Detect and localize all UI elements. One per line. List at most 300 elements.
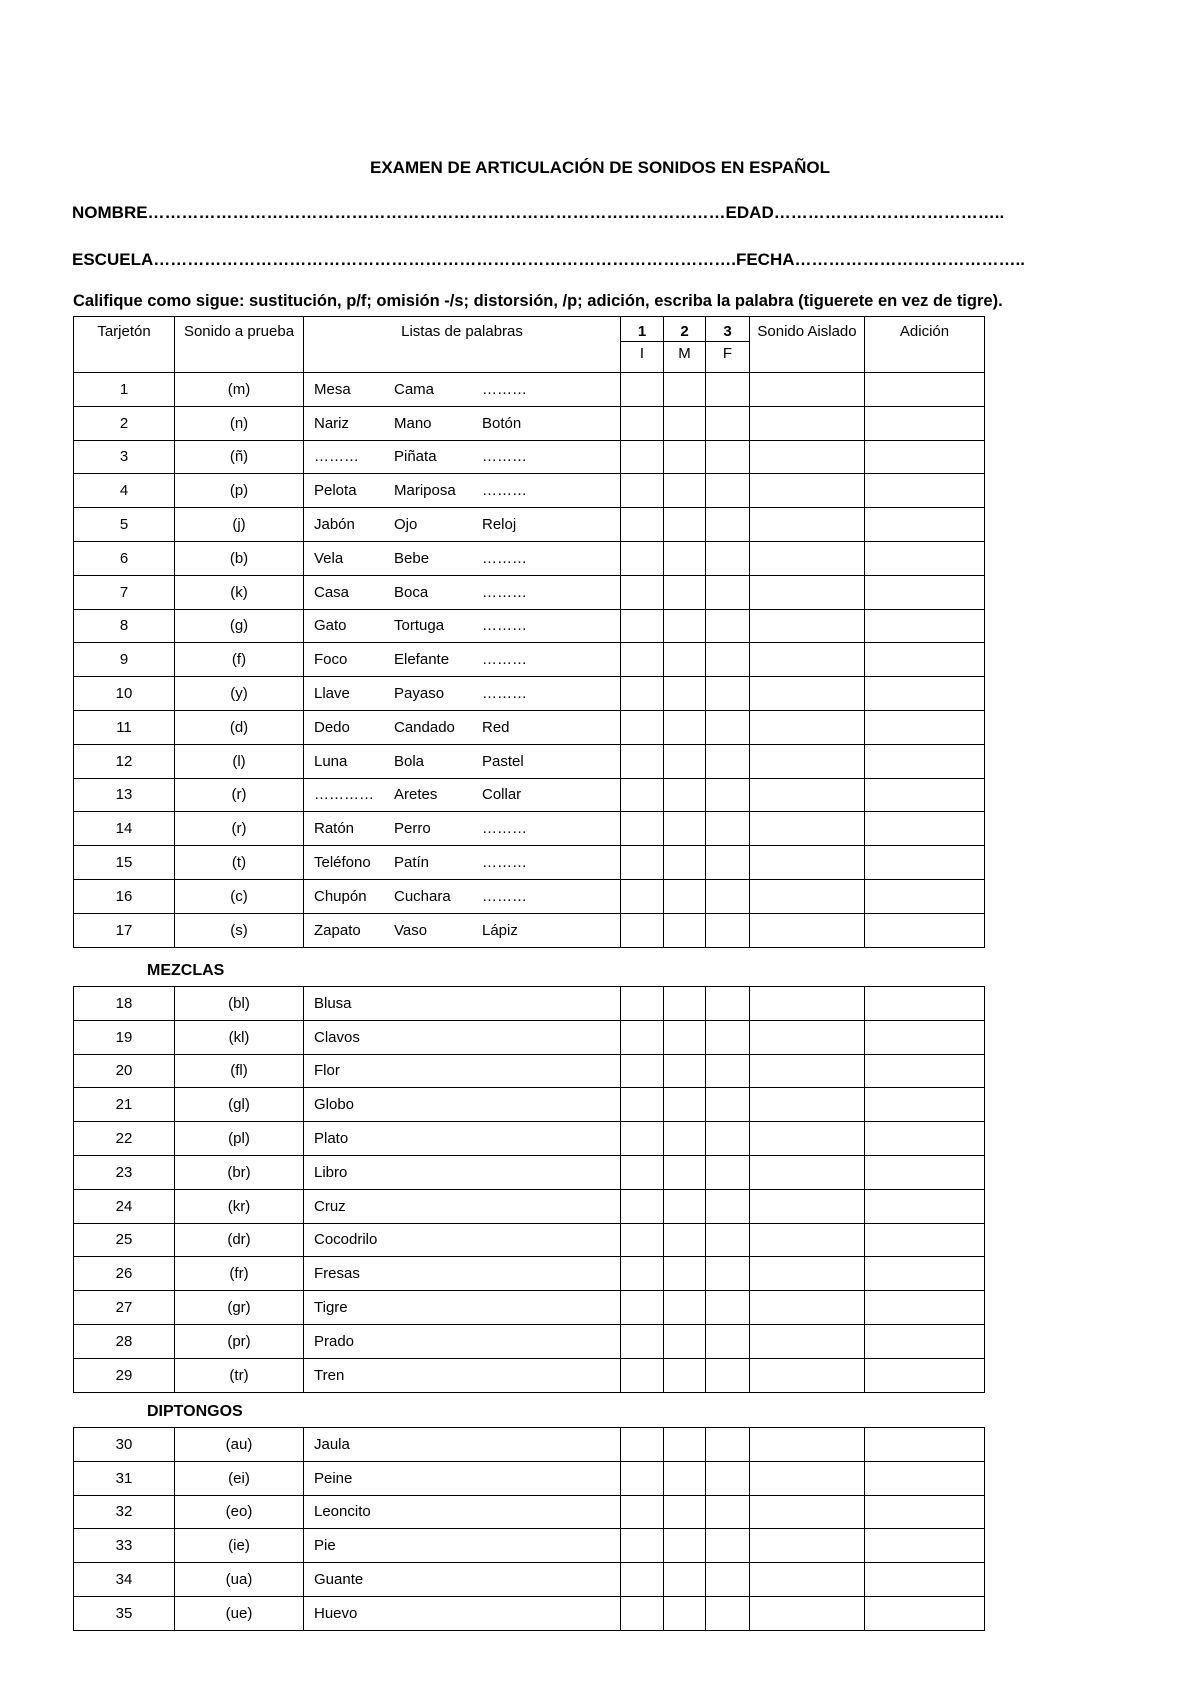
score-medial-cell[interactable] bbox=[664, 1054, 706, 1088]
word-list-cell: Cocodrilo bbox=[304, 1223, 621, 1257]
isolated-sound-cell[interactable] bbox=[750, 609, 865, 643]
word-list-cell: Jaula bbox=[304, 1428, 621, 1462]
score-final-cell[interactable] bbox=[706, 812, 750, 846]
score-initial-cell[interactable] bbox=[621, 1563, 664, 1597]
word-list-cell: Globo bbox=[304, 1088, 621, 1122]
score-medial-cell[interactable] bbox=[664, 1291, 706, 1325]
word-item: ……… bbox=[314, 448, 359, 466]
card-number: 23 bbox=[74, 1155, 175, 1189]
header-sonido: Sonido a prueba bbox=[175, 317, 304, 373]
card-number: 35 bbox=[74, 1596, 175, 1630]
isolated-sound-cell[interactable] bbox=[750, 846, 865, 880]
word-item: Jabón bbox=[314, 516, 355, 534]
word-item: ……… bbox=[482, 583, 527, 601]
isolated-sound-cell[interactable] bbox=[750, 1223, 865, 1257]
table-row bbox=[74, 541, 985, 575]
isolated-sound-cell[interactable] bbox=[750, 373, 865, 407]
score-final-cell[interactable] bbox=[706, 1358, 750, 1392]
score-medial-cell[interactable] bbox=[664, 1596, 706, 1630]
addition-cell[interactable] bbox=[865, 1529, 985, 1563]
score-initial-cell[interactable] bbox=[621, 1495, 664, 1529]
addition-cell[interactable] bbox=[865, 1495, 985, 1529]
score-medial-cell[interactable] bbox=[664, 1088, 706, 1122]
sound-cell: (p) bbox=[175, 474, 304, 508]
score-initial-cell[interactable] bbox=[621, 1122, 664, 1156]
addition-cell[interactable] bbox=[865, 1257, 985, 1291]
word-item: Vaso bbox=[394, 921, 428, 939]
sound-cell: (ñ) bbox=[175, 440, 304, 474]
score-medial-cell[interactable] bbox=[664, 609, 706, 643]
score-initial-cell[interactable] bbox=[621, 643, 664, 677]
score-medial-cell[interactable] bbox=[664, 1155, 706, 1189]
sound-cell: (f) bbox=[175, 643, 304, 677]
score-initial-cell[interactable] bbox=[621, 575, 664, 609]
score-medial-cell[interactable] bbox=[664, 1257, 706, 1291]
word-list-cell bbox=[304, 440, 621, 474]
word-item: Llave bbox=[314, 685, 350, 703]
sound-cell: (pl) bbox=[175, 1122, 304, 1156]
sound-cell: (bl) bbox=[175, 987, 304, 1021]
isolated-sound-cell[interactable] bbox=[750, 541, 865, 575]
score-medial-cell[interactable] bbox=[664, 1324, 706, 1358]
card-number: 10 bbox=[74, 677, 175, 711]
score-medial-cell[interactable] bbox=[664, 1020, 706, 1054]
isolated-sound-cell[interactable] bbox=[750, 1020, 865, 1054]
header-sub-f: F bbox=[706, 342, 750, 373]
sound-cell: (kl) bbox=[175, 1020, 304, 1054]
addition-cell[interactable] bbox=[865, 541, 985, 575]
word-list-cell: Pie bbox=[304, 1529, 621, 1563]
score-medial-cell[interactable] bbox=[664, 1495, 706, 1529]
card-number: 18 bbox=[74, 987, 175, 1021]
addition-cell[interactable] bbox=[865, 1189, 985, 1223]
table-row bbox=[74, 1529, 985, 1563]
word-item: Piñata bbox=[394, 448, 437, 466]
word-item: Ojo bbox=[394, 516, 418, 534]
table-row bbox=[74, 1428, 985, 1462]
word-list-cell: Cruz bbox=[304, 1189, 621, 1223]
sound-cell: (r) bbox=[175, 812, 304, 846]
word-list-cell bbox=[304, 575, 621, 609]
main-sounds-table bbox=[73, 316, 985, 948]
word-item: ……… bbox=[482, 617, 527, 635]
score-initial-cell[interactable] bbox=[621, 744, 664, 778]
sound-cell: (m) bbox=[175, 373, 304, 407]
word-list-cell: Guante bbox=[304, 1563, 621, 1597]
score-medial-cell[interactable] bbox=[664, 987, 706, 1021]
word-list-cell: Tren bbox=[304, 1358, 621, 1392]
word-list-cell: Fresas bbox=[304, 1257, 621, 1291]
word-item: ……… bbox=[482, 448, 527, 466]
header-tarjeton: Tarjetón bbox=[74, 317, 175, 373]
score-medial-cell[interactable] bbox=[664, 744, 706, 778]
sound-cell: (fl) bbox=[175, 1054, 304, 1088]
addition-cell[interactable] bbox=[865, 987, 985, 1021]
table-row bbox=[74, 778, 985, 812]
isolated-sound-cell[interactable] bbox=[750, 643, 865, 677]
word-list-cell bbox=[304, 846, 621, 880]
table-row bbox=[74, 1358, 985, 1392]
card-number: 6 bbox=[74, 541, 175, 575]
sound-cell: (ei) bbox=[175, 1461, 304, 1495]
word-item: Elefante bbox=[394, 651, 450, 669]
table-row bbox=[74, 1054, 985, 1088]
word-item: Foco bbox=[314, 651, 348, 669]
score-final-cell[interactable] bbox=[706, 1223, 750, 1257]
score-final-cell[interactable] bbox=[706, 987, 750, 1021]
isolated-sound-cell[interactable] bbox=[750, 1155, 865, 1189]
card-number: 3 bbox=[74, 440, 175, 474]
addition-cell[interactable] bbox=[865, 508, 985, 542]
isolated-sound-cell[interactable] bbox=[750, 812, 865, 846]
sound-cell: (ie) bbox=[175, 1529, 304, 1563]
word-item: Chupón bbox=[314, 887, 367, 905]
isolated-sound-cell[interactable] bbox=[750, 575, 865, 609]
score-medial-cell[interactable] bbox=[664, 643, 706, 677]
sound-cell: (r) bbox=[175, 778, 304, 812]
score-final-cell[interactable] bbox=[706, 1324, 750, 1358]
header-row bbox=[74, 317, 985, 342]
word-item: Candado bbox=[394, 718, 455, 736]
score-final-cell[interactable] bbox=[706, 508, 750, 542]
card-number: 1 bbox=[74, 373, 175, 407]
isolated-sound-cell[interactable] bbox=[750, 1088, 865, 1122]
addition-cell[interactable] bbox=[865, 879, 985, 913]
word-list-cell bbox=[304, 744, 621, 778]
score-final-cell[interactable] bbox=[706, 1563, 750, 1597]
word-item: ……… bbox=[482, 685, 527, 703]
score-initial-cell[interactable] bbox=[621, 609, 664, 643]
score-initial-cell[interactable] bbox=[621, 778, 664, 812]
score-medial-cell[interactable] bbox=[664, 879, 706, 913]
score-final-cell[interactable] bbox=[706, 710, 750, 744]
table-row bbox=[74, 1291, 985, 1325]
isolated-sound-cell[interactable] bbox=[750, 1324, 865, 1358]
card-number: 7 bbox=[74, 575, 175, 609]
header-aislado: Sonido Aislado bbox=[750, 317, 865, 373]
card-number: 30 bbox=[74, 1428, 175, 1462]
header-listas: Listas de palabras bbox=[304, 317, 621, 373]
word-item: Cama bbox=[394, 380, 435, 398]
score-final-cell[interactable] bbox=[706, 541, 750, 575]
addition-cell[interactable] bbox=[865, 846, 985, 880]
score-initial-cell[interactable] bbox=[621, 440, 664, 474]
score-initial-cell[interactable] bbox=[621, 541, 664, 575]
word-item: ……… bbox=[482, 854, 527, 872]
score-initial-cell[interactable] bbox=[621, 1596, 664, 1630]
isolated-sound-cell[interactable] bbox=[750, 1461, 865, 1495]
word-list-cell: Huevo bbox=[304, 1596, 621, 1630]
score-medial-cell[interactable] bbox=[664, 846, 706, 880]
table-row bbox=[74, 1155, 985, 1189]
sound-cell: (s) bbox=[175, 913, 304, 947]
nombre-edad-field[interactable]: NOMBRE…………………………………………………………………………………………EDAD………………………………….. bbox=[72, 203, 1005, 222]
table-row bbox=[74, 1257, 985, 1291]
isolated-sound-cell[interactable] bbox=[750, 710, 865, 744]
sound-cell: (eo) bbox=[175, 1495, 304, 1529]
score-initial-cell[interactable] bbox=[621, 508, 664, 542]
score-final-cell[interactable] bbox=[706, 1596, 750, 1630]
score-initial-cell[interactable] bbox=[621, 812, 664, 846]
score-medial-cell[interactable] bbox=[664, 913, 706, 947]
table-row bbox=[74, 406, 985, 440]
sound-cell: (dr) bbox=[175, 1223, 304, 1257]
score-medial-cell[interactable] bbox=[664, 1189, 706, 1223]
score-medial-cell[interactable] bbox=[664, 508, 706, 542]
score-final-cell[interactable] bbox=[706, 440, 750, 474]
score-final-cell[interactable] bbox=[706, 1054, 750, 1088]
addition-cell[interactable] bbox=[865, 1155, 985, 1189]
score-medial-cell[interactable] bbox=[664, 1223, 706, 1257]
score-initial-cell[interactable] bbox=[621, 1020, 664, 1054]
score-initial-cell[interactable] bbox=[621, 1428, 664, 1462]
addition-cell[interactable] bbox=[865, 373, 985, 407]
isolated-sound-cell[interactable] bbox=[750, 474, 865, 508]
isolated-sound-cell[interactable] bbox=[750, 913, 865, 947]
addition-cell[interactable] bbox=[865, 744, 985, 778]
table-row bbox=[74, 1020, 985, 1054]
word-list-cell bbox=[304, 710, 621, 744]
score-initial-cell[interactable] bbox=[621, 1324, 664, 1358]
isolated-sound-cell[interactable] bbox=[750, 1596, 865, 1630]
card-number: 22 bbox=[74, 1122, 175, 1156]
score-initial-cell[interactable] bbox=[621, 846, 664, 880]
addition-cell[interactable] bbox=[865, 1324, 985, 1358]
word-list-cell bbox=[304, 541, 621, 575]
table-row bbox=[74, 1088, 985, 1122]
isolated-sound-cell[interactable] bbox=[750, 1428, 865, 1462]
word-list-cell bbox=[304, 643, 621, 677]
table-row bbox=[74, 1223, 985, 1257]
addition-cell[interactable] bbox=[865, 1223, 985, 1257]
addition-cell[interactable] bbox=[865, 1122, 985, 1156]
addition-cell[interactable] bbox=[865, 643, 985, 677]
word-list-cell: Plato bbox=[304, 1122, 621, 1156]
score-medial-cell[interactable] bbox=[664, 1529, 706, 1563]
score-initial-cell[interactable] bbox=[621, 1461, 664, 1495]
isolated-sound-cell[interactable] bbox=[750, 744, 865, 778]
score-initial-cell[interactable] bbox=[621, 987, 664, 1021]
score-final-cell[interactable] bbox=[706, 1122, 750, 1156]
score-final-cell[interactable] bbox=[706, 643, 750, 677]
addition-cell[interactable] bbox=[865, 1088, 985, 1122]
addition-cell[interactable] bbox=[865, 1428, 985, 1462]
isolated-sound-cell[interactable] bbox=[750, 1054, 865, 1088]
isolated-sound-cell[interactable] bbox=[750, 987, 865, 1021]
addition-cell[interactable] bbox=[865, 575, 985, 609]
score-final-cell[interactable] bbox=[706, 575, 750, 609]
addition-cell[interactable] bbox=[865, 812, 985, 846]
word-list-cell: Prado bbox=[304, 1324, 621, 1358]
score-final-cell[interactable] bbox=[706, 879, 750, 913]
score-final-cell[interactable] bbox=[706, 373, 750, 407]
score-initial-cell[interactable] bbox=[621, 406, 664, 440]
addition-cell[interactable] bbox=[865, 913, 985, 947]
score-medial-cell[interactable] bbox=[664, 575, 706, 609]
score-final-cell[interactable] bbox=[706, 1257, 750, 1291]
table-row bbox=[74, 643, 985, 677]
score-final-cell[interactable] bbox=[706, 474, 750, 508]
word-item: Ratón bbox=[314, 820, 355, 838]
score-final-cell[interactable] bbox=[706, 913, 750, 947]
score-final-cell[interactable] bbox=[706, 1461, 750, 1495]
sound-cell: (k) bbox=[175, 575, 304, 609]
isolated-sound-cell[interactable] bbox=[750, 406, 865, 440]
isolated-sound-cell[interactable] bbox=[750, 1291, 865, 1325]
score-final-cell[interactable] bbox=[706, 1020, 750, 1054]
sound-cell: (ua) bbox=[175, 1563, 304, 1597]
score-final-cell[interactable] bbox=[706, 846, 750, 880]
score-initial-cell[interactable] bbox=[621, 373, 664, 407]
header-sub-i: I bbox=[621, 342, 664, 373]
word-item: Luna bbox=[314, 752, 348, 770]
sound-cell: (g) bbox=[175, 609, 304, 643]
score-medial-cell[interactable] bbox=[664, 373, 706, 407]
score-medial-cell[interactable] bbox=[664, 474, 706, 508]
sound-cell: (gl) bbox=[175, 1088, 304, 1122]
score-initial-cell[interactable] bbox=[621, 1054, 664, 1088]
card-number: 21 bbox=[74, 1088, 175, 1122]
table-row bbox=[74, 1495, 985, 1529]
addition-cell[interactable] bbox=[865, 677, 985, 711]
score-initial-cell[interactable] bbox=[621, 1358, 664, 1392]
score-final-cell[interactable] bbox=[706, 1428, 750, 1462]
score-initial-cell[interactable] bbox=[621, 474, 664, 508]
addition-cell[interactable] bbox=[865, 406, 985, 440]
isolated-sound-cell[interactable] bbox=[750, 879, 865, 913]
score-final-cell[interactable] bbox=[706, 1189, 750, 1223]
score-initial-cell[interactable] bbox=[621, 1223, 664, 1257]
score-initial-cell[interactable] bbox=[621, 879, 664, 913]
score-final-cell[interactable] bbox=[706, 1529, 750, 1563]
word-item: Mariposa bbox=[394, 482, 456, 500]
word-item: Bebe bbox=[394, 549, 430, 567]
score-final-cell[interactable] bbox=[706, 677, 750, 711]
score-medial-cell[interactable] bbox=[664, 1563, 706, 1597]
score-initial-cell[interactable] bbox=[621, 1291, 664, 1325]
score-medial-cell[interactable] bbox=[664, 812, 706, 846]
score-final-cell[interactable] bbox=[706, 1088, 750, 1122]
word-list-cell: Flor bbox=[304, 1054, 621, 1088]
score-final-cell[interactable] bbox=[706, 778, 750, 812]
addition-cell[interactable] bbox=[865, 778, 985, 812]
word-item: Zapato bbox=[314, 921, 361, 939]
score-final-cell[interactable] bbox=[706, 609, 750, 643]
word-item: Mano bbox=[394, 414, 432, 432]
addition-cell[interactable] bbox=[865, 1020, 985, 1054]
score-medial-cell[interactable] bbox=[664, 710, 706, 744]
word-item: Cuchara bbox=[394, 887, 451, 905]
word-item: Perro bbox=[394, 820, 431, 838]
word-list-cell bbox=[304, 677, 621, 711]
addition-cell[interactable] bbox=[865, 710, 985, 744]
header-adicion: Adición bbox=[865, 317, 985, 373]
sound-cell: (n) bbox=[175, 406, 304, 440]
addition-cell[interactable] bbox=[865, 1358, 985, 1392]
word-item: Lápiz bbox=[482, 921, 518, 939]
addition-cell[interactable] bbox=[865, 474, 985, 508]
addition-cell[interactable] bbox=[865, 1291, 985, 1325]
sound-cell: (y) bbox=[175, 677, 304, 711]
table-row bbox=[74, 1189, 985, 1223]
word-list-cell bbox=[304, 474, 621, 508]
score-medial-cell[interactable] bbox=[664, 1461, 706, 1495]
score-medial-cell[interactable] bbox=[664, 677, 706, 711]
score-final-cell[interactable] bbox=[706, 1495, 750, 1529]
escuela-fecha-field[interactable]: ESCUELA………………………………………………………………………………………….FECHA………………………………….. bbox=[72, 250, 1025, 269]
score-medial-cell[interactable] bbox=[664, 1122, 706, 1156]
score-initial-cell[interactable] bbox=[621, 677, 664, 711]
word-item: Collar bbox=[482, 786, 522, 804]
table-row bbox=[74, 1324, 985, 1358]
score-medial-cell[interactable] bbox=[664, 778, 706, 812]
score-initial-cell[interactable] bbox=[621, 1257, 664, 1291]
card-number: 17 bbox=[74, 913, 175, 947]
score-final-cell[interactable] bbox=[706, 1291, 750, 1325]
word-item: Casa bbox=[314, 583, 350, 601]
sound-cell: (gr) bbox=[175, 1291, 304, 1325]
isolated-sound-cell[interactable] bbox=[750, 1122, 865, 1156]
score-final-cell[interactable] bbox=[706, 744, 750, 778]
addition-cell[interactable] bbox=[865, 609, 985, 643]
card-number: 25 bbox=[74, 1223, 175, 1257]
word-list-cell bbox=[304, 406, 621, 440]
score-medial-cell[interactable] bbox=[664, 406, 706, 440]
isolated-sound-cell[interactable] bbox=[750, 1358, 865, 1392]
score-initial-cell[interactable] bbox=[621, 1189, 664, 1223]
score-final-cell[interactable] bbox=[706, 1155, 750, 1189]
addition-cell[interactable] bbox=[865, 440, 985, 474]
score-medial-cell[interactable] bbox=[664, 440, 706, 474]
isolated-sound-cell[interactable] bbox=[750, 677, 865, 711]
isolated-sound-cell[interactable] bbox=[750, 440, 865, 474]
card-number: 26 bbox=[74, 1257, 175, 1291]
card-number: 11 bbox=[74, 710, 175, 744]
header-sub-m: M bbox=[664, 342, 706, 373]
score-initial-cell[interactable] bbox=[621, 1529, 664, 1563]
isolated-sound-cell[interactable] bbox=[750, 1189, 865, 1223]
isolated-sound-cell[interactable] bbox=[750, 1529, 865, 1563]
score-final-cell[interactable] bbox=[706, 406, 750, 440]
score-initial-cell[interactable] bbox=[621, 710, 664, 744]
word-item: ……… bbox=[482, 820, 527, 838]
isolated-sound-cell[interactable] bbox=[750, 1257, 865, 1291]
isolated-sound-cell[interactable] bbox=[750, 778, 865, 812]
addition-cell[interactable] bbox=[865, 1596, 985, 1630]
card-number: 12 bbox=[74, 744, 175, 778]
isolated-sound-cell[interactable] bbox=[750, 1495, 865, 1529]
card-number: 34 bbox=[74, 1563, 175, 1597]
addition-cell[interactable] bbox=[865, 1563, 985, 1597]
isolated-sound-cell[interactable] bbox=[750, 508, 865, 542]
score-medial-cell[interactable] bbox=[664, 1428, 706, 1462]
isolated-sound-cell[interactable] bbox=[750, 1563, 865, 1597]
word-item: Dedo bbox=[314, 718, 350, 736]
score-initial-cell[interactable] bbox=[621, 1088, 664, 1122]
word-item: Vela bbox=[314, 549, 344, 567]
word-item: Patín bbox=[394, 854, 430, 872]
word-item: Red bbox=[482, 718, 510, 736]
table-row bbox=[74, 744, 985, 778]
score-medial-cell[interactable] bbox=[664, 1358, 706, 1392]
score-initial-cell[interactable] bbox=[621, 913, 664, 947]
addition-cell[interactable] bbox=[865, 1461, 985, 1495]
word-item: Teléfono bbox=[314, 854, 371, 872]
addition-cell[interactable] bbox=[865, 1054, 985, 1088]
score-initial-cell[interactable] bbox=[621, 1155, 664, 1189]
score-medial-cell[interactable] bbox=[664, 541, 706, 575]
word-list-cell bbox=[304, 778, 621, 812]
